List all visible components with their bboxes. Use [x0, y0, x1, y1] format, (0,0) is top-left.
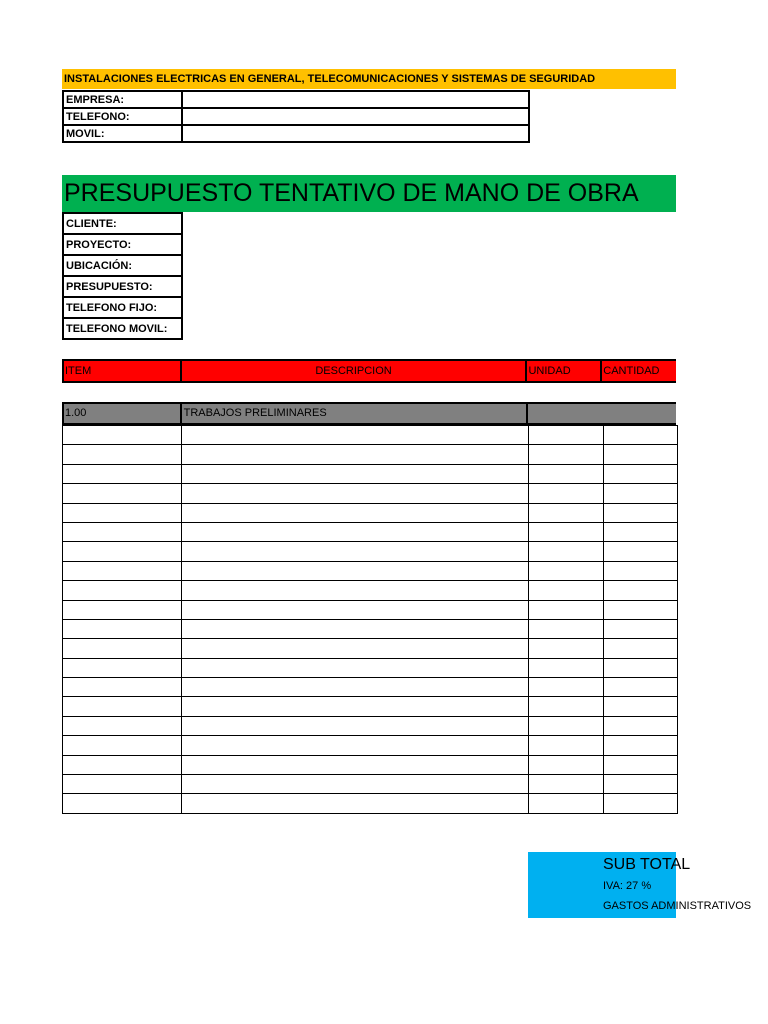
- company-info-table: [62, 90, 530, 143]
- grid-cell[interactable]: [182, 445, 529, 464]
- grid-cell[interactable]: [529, 522, 604, 541]
- client-info-table: [62, 212, 183, 340]
- grid-cell[interactable]: [604, 600, 678, 619]
- table-row: [63, 484, 678, 503]
- grid-cell[interactable]: [529, 542, 604, 561]
- table-row: [63, 464, 678, 483]
- gastos-label: GASTOS ADMINISTRATIVOS: [603, 900, 752, 912]
- grid-cell[interactable]: [529, 619, 604, 638]
- grid-cell[interactable]: [182, 736, 529, 755]
- grid-cell[interactable]: [182, 619, 529, 638]
- grid-cell[interactable]: [63, 600, 182, 619]
- subtotal-label: SUB TOTAL: [603, 856, 691, 873]
- grid-cell[interactable]: [529, 736, 604, 755]
- grid-cell[interactable]: [604, 503, 678, 522]
- company-row-empresa: [63, 91, 529, 108]
- table-row: [63, 600, 678, 619]
- grid-cell[interactable]: [604, 716, 678, 735]
- table-row: [63, 522, 678, 541]
- grid-cell[interactable]: [604, 484, 678, 503]
- grid-cell[interactable]: [529, 445, 604, 464]
- table-row: [63, 542, 678, 561]
- grid-cell[interactable]: [63, 619, 182, 638]
- grid-cell[interactable]: [604, 522, 678, 541]
- grid-cell[interactable]: [182, 464, 529, 483]
- column-header-cantidad[interactable]: CANTIDAD: [603, 365, 660, 377]
- grid-cell[interactable]: [529, 639, 604, 658]
- column-header-descripcion[interactable]: DESCRIPCION: [182, 361, 528, 381]
- grid-cell[interactable]: [182, 522, 529, 541]
- section-empty-cell[interactable]: [528, 404, 677, 423]
- grid-cell[interactable]: [63, 697, 182, 716]
- grid-cell[interactable]: [182, 600, 529, 619]
- grid-cell[interactable]: [529, 697, 604, 716]
- grid-cell[interactable]: [63, 522, 182, 541]
- grid-cell[interactable]: [604, 775, 678, 794]
- grid-cell[interactable]: [529, 600, 604, 619]
- header-banner: INSTALACIONES ELECTRICAS EN GENERAL, TELECOMUNICACIONES Y SISTEMAS DE SEGURIDAD: [62, 69, 676, 89]
- grid-cell[interactable]: [604, 658, 678, 677]
- company-row-telefono: [63, 108, 529, 125]
- grid-cell[interactable]: [604, 755, 678, 774]
- grid-cell[interactable]: [529, 484, 604, 503]
- grid-cell[interactable]: [529, 775, 604, 794]
- grid-cell[interactable]: [604, 619, 678, 638]
- movil-value-cell[interactable]: [182, 125, 529, 142]
- grid-cell[interactable]: [182, 639, 529, 658]
- column-header-row: [62, 359, 676, 383]
- grid-cell[interactable]: [63, 464, 182, 483]
- grid-cell[interactable]: [604, 542, 678, 561]
- grid-cell[interactable]: [63, 678, 182, 697]
- grid-cell[interactable]: [182, 484, 529, 503]
- table-row: [63, 697, 678, 716]
- table-row: [63, 658, 678, 677]
- table-row: [63, 619, 678, 638]
- company-row-movil: [63, 125, 529, 142]
- grid-cell[interactable]: [182, 697, 529, 716]
- grid-cell[interactable]: [529, 464, 604, 483]
- grid-cell[interactable]: [604, 736, 678, 755]
- ubicacion-label[interactable]: UBICACIÓN:: [63, 255, 182, 276]
- section-title[interactable]: TRABAJOS PRELIMINARES: [182, 404, 528, 423]
- grid-cell[interactable]: [182, 755, 529, 774]
- cliente-label[interactable]: CLIENTE:: [63, 213, 182, 234]
- table-row: [63, 794, 678, 813]
- grid-cell[interactable]: [63, 716, 182, 735]
- grid-cell[interactable]: [182, 678, 529, 697]
- table-row: [63, 736, 678, 755]
- table-row: [63, 755, 678, 774]
- grid-cell[interactable]: [63, 736, 182, 755]
- grid-cell[interactable]: [63, 581, 182, 600]
- grid-cell[interactable]: [63, 775, 182, 794]
- grid-cell[interactable]: [529, 678, 604, 697]
- grid-cell[interactable]: [529, 503, 604, 522]
- iva-label: IVA: 27 %: [603, 880, 652, 892]
- movil-label: MOVIL:: [63, 125, 182, 142]
- column-header-unidad[interactable]: UNIDAD: [527, 361, 602, 381]
- telefono-value-cell[interactable]: [182, 108, 529, 125]
- grid-cell[interactable]: [182, 426, 529, 445]
- grid-cell[interactable]: [604, 445, 678, 464]
- empresa-label: EMPRESA:: [63, 91, 182, 108]
- page-title: PRESUPUESTO TENTATIVO DE MANO DE OBRA: [62, 175, 676, 212]
- grid-cell[interactable]: [63, 794, 182, 813]
- section-number[interactable]: 1.00: [64, 404, 182, 423]
- grid-cell[interactable]: [63, 561, 182, 580]
- grid-cell[interactable]: [604, 561, 678, 580]
- table-row: [63, 639, 678, 658]
- grid-cell[interactable]: [182, 794, 529, 813]
- items-grid: [62, 425, 678, 814]
- grid-cell[interactable]: [604, 581, 678, 600]
- telefono-label: TELEFONO:: [63, 108, 182, 125]
- grid-cell[interactable]: [182, 561, 529, 580]
- grid-cell[interactable]: [182, 542, 529, 561]
- table-row: [63, 775, 678, 794]
- grid-cell[interactable]: [604, 794, 678, 813]
- column-header-item[interactable]: ITEM: [64, 361, 182, 381]
- grid-cell[interactable]: [63, 445, 182, 464]
- grid-cell[interactable]: [529, 426, 604, 445]
- grid-cell[interactable]: [182, 658, 529, 677]
- empresa-value-cell[interactable]: [182, 91, 529, 108]
- table-row: [63, 561, 678, 580]
- grid-cell[interactable]: [604, 426, 678, 445]
- table-row: [63, 426, 678, 445]
- grid-cell[interactable]: [529, 658, 604, 677]
- table-row: [63, 503, 678, 522]
- grid-cell[interactable]: [604, 464, 678, 483]
- grid-cell[interactable]: [63, 755, 182, 774]
- grid-cell[interactable]: [182, 581, 529, 600]
- presupuesto-label[interactable]: PRESUPUESTO:: [63, 276, 182, 297]
- grid-cell[interactable]: [604, 678, 678, 697]
- table-row: [63, 716, 678, 735]
- grid-cell[interactable]: [63, 658, 182, 677]
- grid-cell[interactable]: [529, 561, 604, 580]
- telefono-fijo-label[interactable]: TELEFONO FIJO:: [63, 297, 182, 318]
- grid-cell[interactable]: [63, 484, 182, 503]
- section-row: [62, 402, 676, 425]
- grid-cell[interactable]: [529, 755, 604, 774]
- totals-box: [528, 852, 752, 918]
- grid-cell[interactable]: [529, 581, 604, 600]
- grid-cell[interactable]: [529, 716, 604, 735]
- grid-cell[interactable]: [63, 542, 182, 561]
- grid-cell[interactable]: [63, 426, 182, 445]
- grid-cell[interactable]: [604, 639, 678, 658]
- table-row: [63, 581, 678, 600]
- grid-cell[interactable]: [604, 697, 678, 716]
- proyecto-label[interactable]: PROYECTO:: [63, 234, 182, 255]
- grid-cell[interactable]: [182, 775, 529, 794]
- telefono-movil-label[interactable]: TELEFONO MOVIL:: [63, 318, 182, 339]
- grid-cell[interactable]: [182, 716, 529, 735]
- grid-cell[interactable]: [63, 639, 182, 658]
- grid-cell[interactable]: [63, 503, 182, 522]
- grid-cell[interactable]: [529, 794, 604, 813]
- table-row: [63, 678, 678, 697]
- grid-cell[interactable]: [182, 503, 529, 522]
- table-row: [63, 445, 678, 464]
